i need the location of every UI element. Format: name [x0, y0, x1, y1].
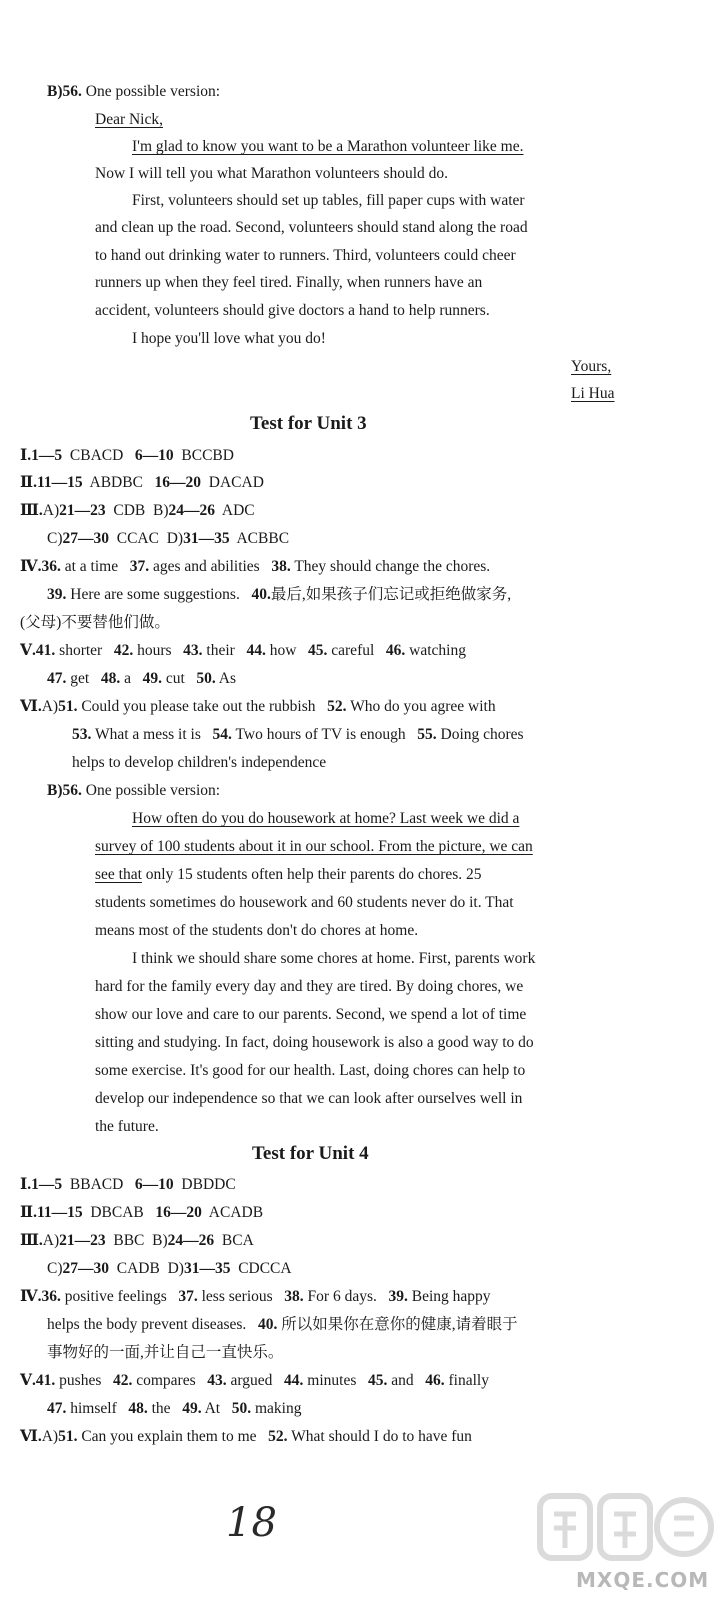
essay-line: some exercise. It's good for our health. Last, doing chores can help to — [95, 1062, 526, 1079]
page-number: 18 — [226, 1500, 277, 1546]
letter-salutation: Dear Nick, — [95, 111, 163, 128]
letter-closing: Yours, — [571, 358, 612, 375]
unit3-section-6: Ⅵ.A)51. Could you please take out the rubbish 52. Who do you agree with — [20, 698, 496, 715]
watermark-url: MXQE.COM — [576, 1568, 710, 1592]
unit3-b56-heading: B)56. One possible version: — [47, 782, 221, 799]
letter-line: Now I will tell you what Marathon volunteers should do. — [95, 165, 449, 182]
unit4-title: Test for Unit 4 — [252, 1143, 369, 1164]
unit4-section-5-cont: 47. himself 48. the 49. At 50. making — [47, 1400, 302, 1417]
essay-line: see that only 15 students often help their parents do chores. 25 — [95, 866, 482, 883]
unit4-section-6: Ⅵ.A)51. Can you explain them to me 52. What should I do to have fun — [20, 1428, 472, 1445]
letter-signature: Li Hua — [571, 385, 615, 402]
essay-line: the future. — [95, 1118, 159, 1135]
unit3-section-5: Ⅴ.41. shorter 42. hours 43. their 44. how 45. careful 46. watching — [20, 642, 466, 659]
essay-line: develop our independence so that we can look after ourselves well in — [95, 1090, 523, 1107]
unit4-section-5: Ⅴ.41. pushes 42. compares 43. argued 44. minutes 45. and 46. finally — [20, 1372, 489, 1389]
letter-line: I hope you'll love what you do! — [132, 330, 326, 347]
letter-line: to hand out drinking water to runners. Third, volunteers could cheer — [95, 247, 516, 264]
essay-line: How often do you do housework at home? Last week we did a — [132, 810, 520, 827]
unit4-section-3: Ⅲ.A)21—23 BBC B)24—26 BCA — [20, 1232, 254, 1249]
unit3-section-4: Ⅳ.36. at a time 37. ages and abilities 38. They should change the chores. — [20, 558, 491, 575]
unit3-section-4-cont2: (父母)不要替他们做。 — [20, 614, 170, 631]
unit3-section-3: Ⅲ.A)21—23 CDB B)24—26 ADC — [20, 502, 255, 519]
unit4-section-4-cont: helps the body prevent diseases. 40. 所以如果你在意你的健康,请着眼于 — [47, 1316, 518, 1333]
b56-heading: B)56. One possible version: — [47, 83, 221, 100]
unit3-section-6-cont2: helps to develop children's independence — [72, 754, 327, 771]
unit3-section-6-cont: 53. What a mess it is 54. Two hours of TV is enough 55. Doing chores — [72, 726, 524, 743]
essay-line: hard for the family every day and they are tired. By doing chores, we — [95, 978, 524, 995]
letter-line: accident, volunteers should give doctors a hand to help runners. — [95, 302, 490, 319]
essay-line: survey of 100 students about it in our school. From the picture, we can — [95, 838, 533, 855]
letter-line: runners up when they feel tired. Finally, when runners have an — [95, 274, 483, 291]
letter-line: and clean up the road. Second, volunteers should stand along the road — [95, 219, 528, 236]
unit3-section-5-cont: 47. get 48. a 49. cut 50. As — [47, 670, 237, 687]
unit4-section-3-cont: C)27—30 CADB D)31—35 CDCCA — [47, 1260, 292, 1277]
unit4-section-1: Ⅰ.1—5 BBACD 6—10 DBDDC — [20, 1176, 236, 1193]
unit4-section-2: Ⅱ.11—15 DBCAB 16—20 ACADB — [20, 1204, 264, 1221]
unit3-section-3-cont: C)27—30 CCAC D)31—35 ACBBC — [47, 530, 290, 547]
unit4-section-4: Ⅳ.36. positive feelings 37. less serious 38. For 6 days. 39. Being happy — [20, 1288, 491, 1305]
unit3-section-2: Ⅱ.11—15 ABDBC 16—20 DACAD — [20, 474, 264, 491]
letter-line: I'm glad to know you want to be a Marathon volunteer like me. — [132, 138, 524, 155]
essay-line: show our love and care to our parents. Second, we spend a lot of time — [95, 1006, 527, 1023]
unit3-section-1: Ⅰ.1—5 CBACD 6—10 BCCBD — [20, 447, 234, 464]
unit4-section-4-cont2: 事物好的一面,并让自己一直快乐。 — [47, 1344, 284, 1361]
unit3-title: Test for Unit 3 — [250, 413, 367, 434]
essay-line: sitting and studying. In fact, doing housework is also a good way to do — [95, 1034, 534, 1051]
essay-line: students sometimes do housework and 60 students never do it. That — [95, 894, 514, 911]
essay-line: means most of the students don't do chores at home. — [95, 922, 419, 939]
unit3-section-4-cont: 39. Here are some suggestions. 40.最后,如果孩子们忘记或拒绝做家务, — [47, 586, 512, 603]
essay-line: I think we should share some chores at home. First, parents work — [132, 950, 536, 967]
letter-line: First, volunteers should set up tables, fill paper cups with water — [132, 192, 525, 209]
